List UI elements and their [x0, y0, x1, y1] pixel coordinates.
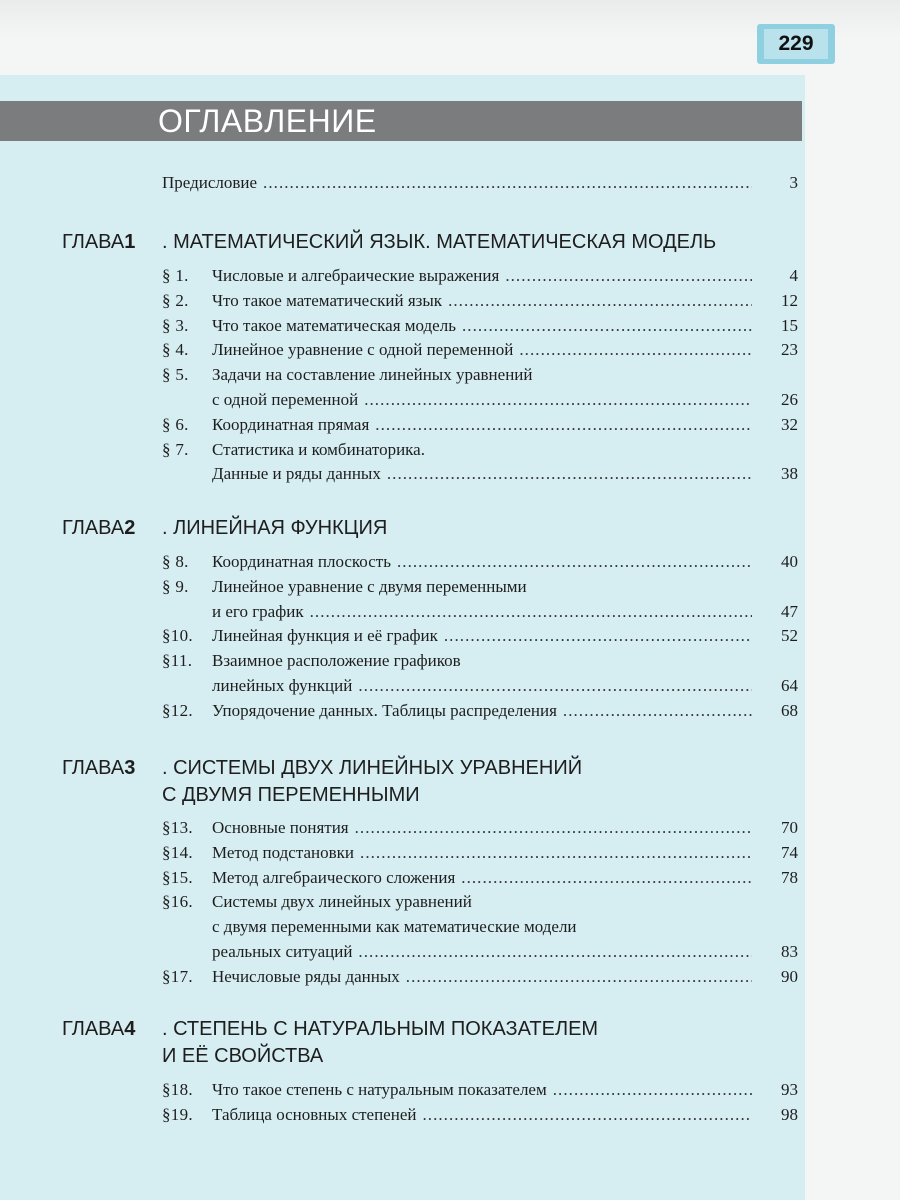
- dot-leader: [519, 339, 752, 361]
- chapter-title: . МАТЕМАТИЧЕСКИЙ ЯЗЫК. МАТЕМАТИЧЕСКАЯ МОДЕЛЬ: [162, 231, 717, 253]
- toc-line: [0, 817, 900, 839]
- page-number-badge: [757, 24, 835, 64]
- toc-line: [0, 1079, 900, 1101]
- toc-line: [0, 842, 900, 864]
- section-title: и его график: [212, 602, 304, 621]
- section-title: с одной переменной: [212, 390, 359, 409]
- toc-line: [0, 700, 900, 722]
- section-number: § 6.: [162, 415, 189, 434]
- chapter-label: ГЛАВА2: [62, 517, 136, 539]
- toc-line: [0, 463, 900, 485]
- section-title: Что такое математический язык: [212, 291, 443, 310]
- section-title: Линейное уравнение с двумя переменными: [212, 577, 527, 596]
- page-number-ref: 12: [781, 291, 798, 310]
- page-number-ref: 90: [781, 967, 798, 986]
- page-number-ref: 83: [781, 942, 798, 961]
- dot-leader: [360, 842, 752, 864]
- dot-leader: [355, 817, 752, 839]
- toc-line: [0, 867, 900, 889]
- dot-leader: [310, 601, 752, 623]
- dot-leader: [406, 966, 752, 988]
- chapter-label: ГЛАВА3: [62, 757, 136, 779]
- toc-line: [0, 364, 900, 386]
- page-number-ref: 98: [781, 1105, 798, 1124]
- section-title: Предисловие: [162, 173, 258, 192]
- title-bar: [0, 101, 802, 141]
- toc-line: [0, 1104, 900, 1126]
- chapter-heading: [62, 755, 582, 782]
- section-number: §11.: [162, 651, 193, 670]
- section-title: Координатная прямая: [212, 415, 370, 434]
- chapter-number: 2: [124, 517, 136, 539]
- toc-line: [0, 625, 900, 647]
- section-number: §18.: [162, 1080, 193, 1099]
- dot-leader: [364, 389, 752, 411]
- section-number: § 2.: [162, 291, 189, 310]
- chapter-title-line2: И ЕЁ СВОЙСТВА: [162, 1045, 324, 1067]
- section-title: Таблица основных степеней: [212, 1105, 417, 1124]
- page-number-ref: 38: [781, 464, 798, 483]
- section-number: §15.: [162, 868, 193, 887]
- toc-line: [0, 265, 900, 287]
- toc-line: [0, 172, 900, 194]
- page-number-ref: 23: [781, 340, 798, 359]
- section-title: реальных ситуаций: [212, 942, 353, 961]
- page-number: 229: [764, 29, 828, 59]
- chapter-title-line2: С ДВУМЯ ПЕРЕМЕННЫМИ: [162, 784, 420, 806]
- section-title: Упорядочение данных. Таблицы распределения: [212, 701, 557, 720]
- page-number-ref: 52: [781, 626, 798, 645]
- chapter-title: . ЛИНЕЙНАЯ ФУНКЦИЯ: [162, 517, 388, 539]
- chapter-label: ГЛАВА4: [62, 1018, 136, 1040]
- page-number-ref: 3: [789, 173, 798, 192]
- section-number: §13.: [162, 818, 193, 837]
- toc-line: [0, 551, 900, 573]
- section-title: Линейная функция и её график: [212, 626, 438, 645]
- dot-leader: [461, 867, 752, 889]
- section-number: § 3.: [162, 316, 189, 335]
- section-number: §14.: [162, 843, 193, 862]
- section-title: Что такое математическая модель: [212, 316, 456, 335]
- toc-line: [0, 966, 900, 988]
- toc-line: [0, 389, 900, 411]
- section-title: с двумя переменными как математические модели: [212, 917, 577, 936]
- toc-line: [0, 290, 900, 312]
- section-title: Данные и ряды данных: [212, 464, 381, 483]
- section-number: § 8.: [162, 552, 189, 571]
- toc-line: [0, 891, 900, 913]
- toc-line: [0, 414, 900, 436]
- section-title: Основные понятия: [212, 818, 349, 837]
- dot-leader: [358, 675, 752, 697]
- toc-line: [0, 439, 900, 461]
- chapter-number: 4: [124, 1018, 136, 1040]
- chapter-heading: [62, 229, 716, 256]
- dot-leader: [448, 290, 752, 312]
- dot-leader: [263, 172, 752, 194]
- toc-line: [0, 315, 900, 337]
- section-number: § 9.: [162, 577, 189, 596]
- section-number: § 5.: [162, 365, 189, 384]
- dot-leader: [387, 463, 752, 485]
- section-number: §12.: [162, 701, 193, 720]
- page-number-ref: 78: [781, 868, 798, 887]
- dot-leader: [563, 700, 752, 722]
- page-number-ref: 74: [781, 843, 798, 862]
- dot-leader: [375, 414, 752, 436]
- page-number-ref: 70: [781, 818, 798, 837]
- toc-line: [0, 916, 900, 938]
- chapter-title: . СТЕПЕНЬ С НАТУРАЛЬНЫМ ПОКАЗАТЕЛЕМ: [162, 1018, 599, 1040]
- page-number-ref: 64: [781, 676, 798, 695]
- section-title: Нечисловые ряды данных: [212, 967, 400, 986]
- toc-line: [0, 675, 900, 697]
- page-number-ref: 68: [781, 701, 798, 720]
- section-title: Задачи на составление линейных уравнений: [212, 365, 533, 384]
- toc-line: [0, 601, 900, 623]
- chapter-heading: [62, 1016, 598, 1043]
- section-number: § 7.: [162, 440, 189, 459]
- section-title: Линейное уравнение с одной переменной: [212, 340, 514, 359]
- section-title: Статистика и комбинаторика.: [212, 440, 425, 459]
- section-title: Числовые и алгебраические выражения: [212, 266, 500, 285]
- section-number: §19.: [162, 1105, 193, 1124]
- chapter-title: . СИСТЕМЫ ДВУХ ЛИНЕЙНЫХ УРАВНЕНИЙ: [162, 757, 583, 779]
- chapter-heading: [62, 515, 387, 542]
- page-number-ref: 40: [781, 552, 798, 571]
- section-title: Метод алгебраического сложения: [212, 868, 456, 887]
- page-number-ref: 26: [781, 390, 798, 409]
- section-title: Системы двух линейных уравнений: [212, 892, 472, 911]
- page-title: ОГЛАВЛЕНИЕ: [158, 103, 377, 139]
- chapter-number: 3: [124, 757, 136, 779]
- section-number: §17.: [162, 967, 193, 986]
- toc-line: [0, 650, 900, 672]
- toc-line: [0, 576, 900, 598]
- toc-line: [0, 339, 900, 361]
- chapter-label: ГЛАВА1: [62, 231, 136, 253]
- dot-leader: [422, 1104, 752, 1126]
- section-title: линейных функций: [212, 676, 353, 695]
- section-title: Метод подстановки: [212, 843, 355, 862]
- dot-leader: [462, 315, 752, 337]
- chapter-number: 1: [124, 231, 136, 253]
- section-number: § 1.: [162, 266, 189, 285]
- page-number-ref: 32: [781, 415, 798, 434]
- section-number: § 4.: [162, 340, 189, 359]
- toc-line: [0, 941, 900, 963]
- section-title: Взаимное расположение графиков: [212, 651, 461, 670]
- page-number-ref: 47: [781, 602, 798, 621]
- page-number-ref: 4: [789, 266, 798, 285]
- section-number: §10.: [162, 626, 193, 645]
- dot-leader: [505, 265, 752, 287]
- section-title: Что такое степень с натуральным показателем: [212, 1080, 547, 1099]
- dot-leader: [553, 1079, 752, 1101]
- section-title: Координатная плоскость: [212, 552, 391, 571]
- dot-leader: [444, 625, 752, 647]
- page-number-ref: 93: [781, 1080, 798, 1099]
- dot-leader: [358, 941, 752, 963]
- dot-leader: [397, 551, 752, 573]
- page-number-ref: 15: [781, 316, 798, 335]
- section-number: §16.: [162, 892, 193, 911]
